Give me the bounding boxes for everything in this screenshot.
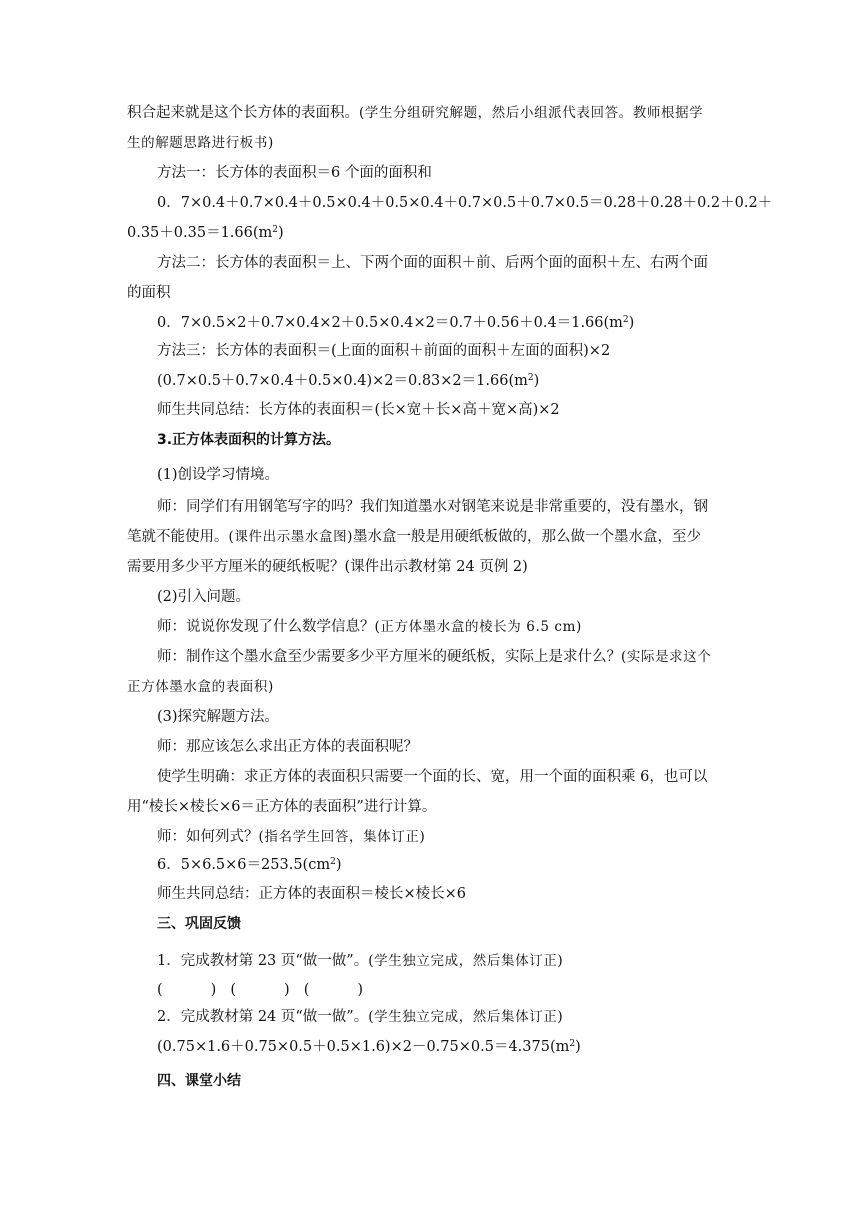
answer-blanks: ( ) ( ) ( ) bbox=[157, 982, 364, 998]
exercise-line: 1．完成教材第 23 页“做一做”。(学生独立完成，然后集体订正) bbox=[157, 953, 564, 969]
text-line: 需要用多少平方厘米的硬纸板呢？(课件出示教材第 24 页例 2) bbox=[127, 559, 528, 575]
summary-line: 师生共同总结：长方体的表面积＝(长×宽＋长×高＋宽×高)×2 bbox=[157, 402, 560, 418]
text-line: 师：同学们有用钢笔写字的吗？我们知道墨水对钢笔来说是非常重要的，没有墨水，钢 bbox=[157, 499, 708, 515]
text-line: (2)引入问题。 bbox=[157, 589, 251, 605]
formula-line: 0．$7\times 0.5\times 2+0.7\times 0.4\times 2+0.5\times 0.4\times 2=0.7+0.56+0.4=1.66(m^2)$ bbox=[157, 315, 635, 331]
section-heading: 3.正方体表面积的计算方法。 bbox=[157, 432, 341, 448]
text-line: 师：制作这个墨水盒至少需要多少平方厘米的硬纸板，实际上是求什么？(实际是求这个 bbox=[157, 649, 712, 665]
formula-line: 0．7×0.4＋0.7×0.4＋0.5×0.4＋0.5×0.4＋0.7×0.5＋0.7×0.5＝0.28＋0.28＋0.2＋0.2＋ bbox=[157, 195, 773, 211]
text-line: 师：说说你发现了什么数学信息？(正方体墨水盒的棱长为 6.5 cm) bbox=[157, 619, 582, 635]
text-line: 积合起来就是这个长方体的表面积。(学生分组研究解题，然后小组派代表回答。教师根据学 bbox=[127, 105, 704, 121]
text-line: 使学生明确：求正方体的表面积只需要一个面的长、宽，用一个面的面积乘 6，也可以 bbox=[157, 769, 708, 785]
formula-line: $0.35+0.35=1.66(m^2)$ bbox=[127, 225, 284, 241]
text-line: 方法一：长方体的表面积＝6 个面的面积和 bbox=[157, 165, 432, 181]
text-line: 师：那应该怎么求出正方体的表面积呢？ bbox=[157, 739, 418, 755]
text-line: 的面积 bbox=[127, 285, 171, 301]
formula-line: 6．$5\times 6.5\times 6=253.5(cm^2)$ bbox=[157, 857, 342, 873]
formula-line: $(0.75\times 1.6+0.75\times 0.5+0.5\times 1.6)\times 2-0.75\times 0.5=4.375(m^2)$ bbox=[157, 1039, 581, 1055]
exercise-line: 2．完成教材第 24 页“做一做”。(学生独立完成，然后集体订正) bbox=[157, 1009, 564, 1025]
section-heading: 四、课堂小结 bbox=[157, 1073, 241, 1089]
text-line: 正方体墨水盒的表面积) bbox=[127, 679, 274, 695]
text-line: (1)创设学习情境。 bbox=[157, 467, 280, 483]
text-line: 方法二：长方体的表面积＝上、下两个面的面积＋前、后两个面的面积＋左、右两个面 bbox=[157, 255, 708, 271]
text-line: 师：如何列式？(指名学生回答，集体订正) bbox=[157, 829, 426, 845]
summary-line: 师生共同总结：正方体的表面积＝棱长×棱长×6 bbox=[157, 886, 467, 902]
text-line: 生的解题思路进行板书) bbox=[127, 135, 274, 151]
formula-line: $(0.7\times 0.5+0.7\times 0.4+0.5\times 0.4)\times 2=0.83\times 2=1.66(m^2)$ bbox=[157, 373, 540, 389]
text-line: 方法三：长方体的表面积＝(上面的面积＋前面的面积＋左面的面积)×2 bbox=[157, 343, 611, 359]
text-line: 笔就不能使用。(课件出示墨水盒图)墨水盒一般是用硬纸板做的，那么做一个墨水盒，至少 bbox=[127, 529, 702, 545]
section-heading: 三、巩固反馈 bbox=[157, 916, 241, 932]
text-line: 用“棱长×棱长×6＝正方体的表面积”进行计算。 bbox=[127, 799, 437, 815]
text-line: (3)探究解题方法。 bbox=[157, 709, 280, 725]
